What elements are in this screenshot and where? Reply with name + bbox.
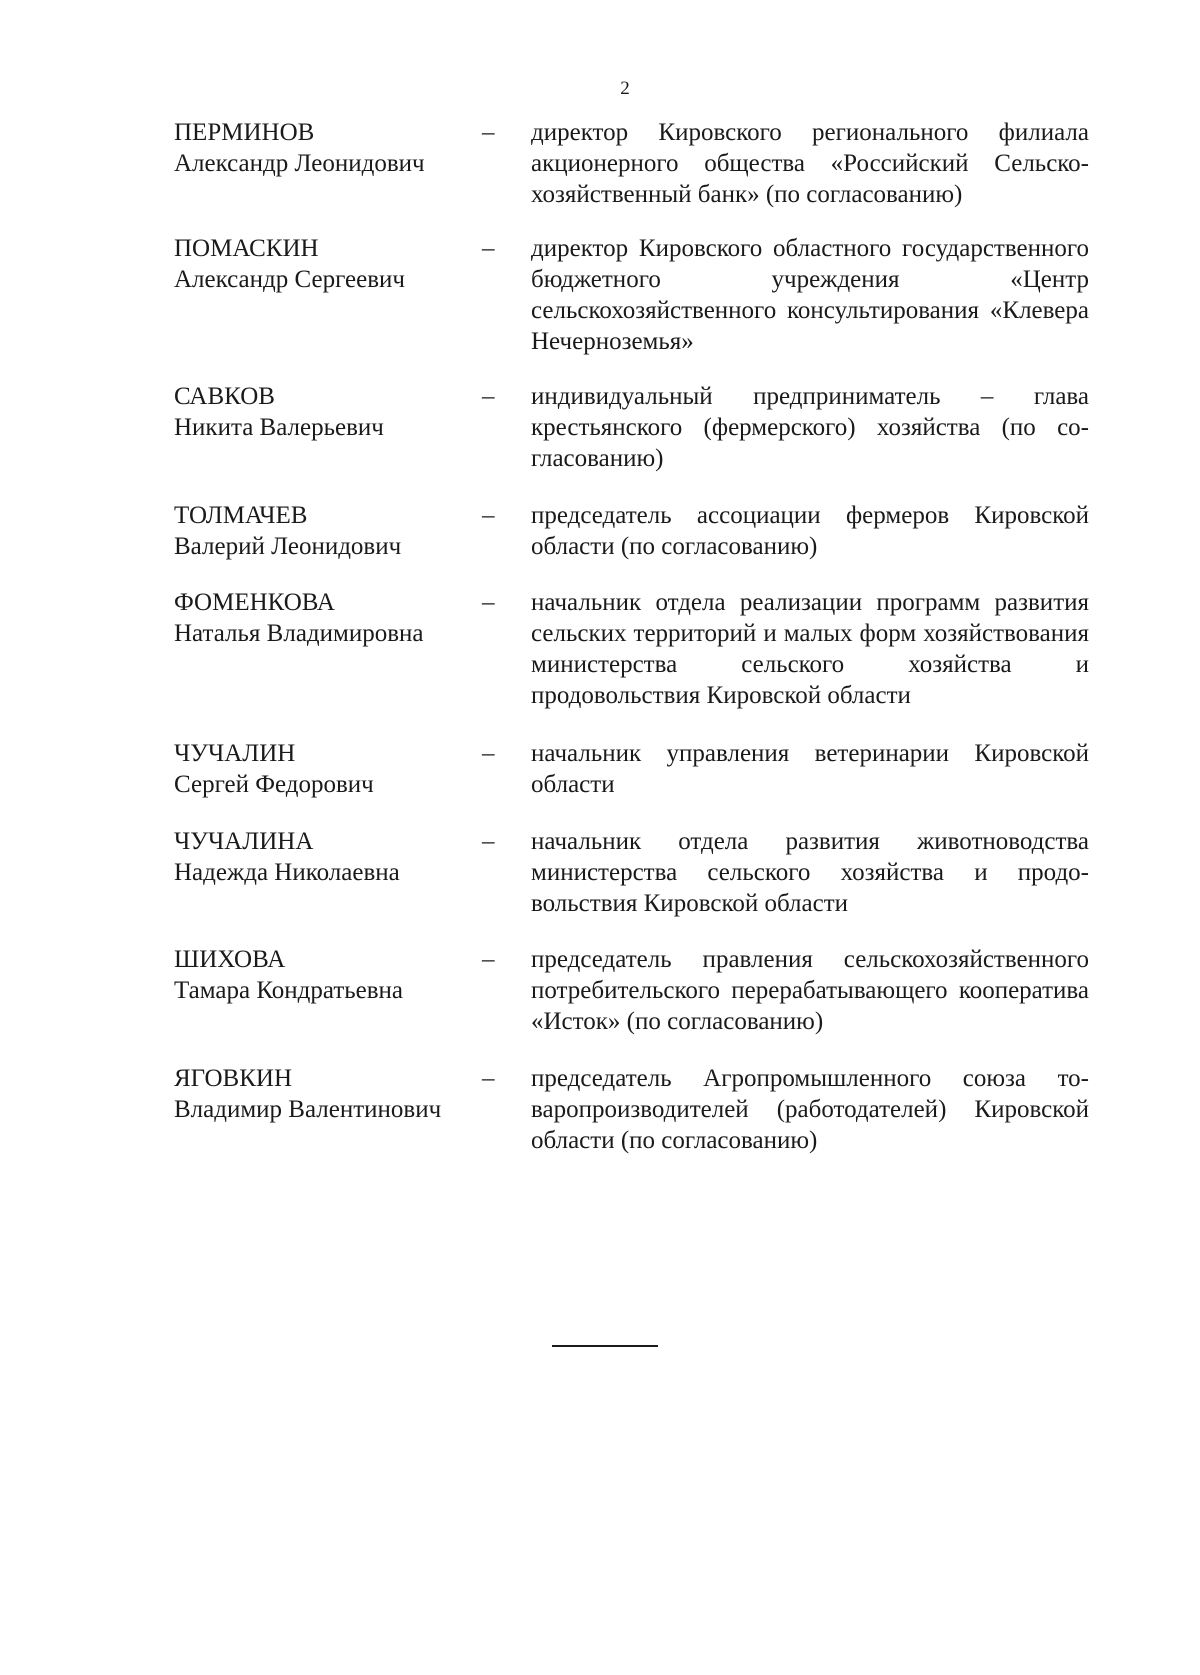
member-dash: – [482, 828, 495, 855]
member-role: директор Кировского областного государственного бюджетного учреждения «Центр сельскохозяйственного консультирования «Клевера Нечерноземья» [531, 235, 1089, 355]
member-surname: ПОМАСКИН [174, 235, 319, 262]
member-name [174, 500, 474, 562]
member-dash: – [482, 589, 495, 616]
member-surname: ШИХОВА [174, 946, 286, 973]
member-dash: – [482, 740, 495, 767]
member-name [174, 738, 474, 800]
member-role: индивидуальный предприниматель – глава крестьянского (фермерского) хозяйства (по согласованию) [531, 383, 1089, 472]
member-role: директор Кировского регионального филиала акционерного общества «Российский Сельскохозяйственный банк» (по согласованию) [531, 119, 1089, 208]
member-given-names: Тамара Кондратьевна [174, 977, 404, 1004]
member-given-names: Наталья Владимировна [174, 620, 424, 647]
member-role: начальник отдела реализации программ развития сельских территорий и малых форм хозяйствования министерства сельского хозяйства и продовольствия Кировской области [531, 589, 1089, 709]
member-dash: – [482, 383, 495, 410]
member-dash: – [482, 502, 495, 529]
member-surname: ЯГОВКИН [174, 1065, 293, 1092]
member-given-names: Надежда Николаевна [174, 859, 400, 886]
member-surname: ПЕРМИНОВ [174, 119, 315, 146]
member-surname: САВКОВ [174, 383, 275, 410]
member-name [174, 1063, 474, 1125]
member-given-names: Сергей Федорович [174, 771, 374, 798]
member-name [174, 381, 474, 443]
member-dash: – [482, 235, 495, 262]
member-given-names: Никита Валерьевич [174, 414, 384, 441]
member-given-names: Александр Леонидович [174, 150, 425, 177]
member-name [174, 587, 474, 649]
member-surname: ЧУЧАЛИН [174, 740, 296, 767]
page-number: 2 [620, 78, 630, 99]
member-given-names: Валерий Леонидович [174, 533, 402, 560]
member-dash: – [482, 946, 495, 973]
member-surname: ЧУЧАЛИНА [174, 828, 314, 855]
member-role: начальник отдела развития животноводства министерства сельского хозяйства и продовольствия Кировской области [531, 828, 1089, 917]
member-given-names: Александр Сергеевич [174, 266, 405, 293]
member-name [174, 826, 474, 888]
member-dash: – [482, 119, 495, 146]
member-name [174, 944, 474, 1006]
member-surname: ТОЛМАЧЕВ [174, 502, 308, 529]
member-dash: – [482, 1065, 495, 1092]
member-name [174, 117, 474, 179]
member-given-names: Владимир Валентинович [174, 1096, 442, 1123]
member-role: председатель ассоциации фермеров Кировской области (по согласованию) [531, 502, 1089, 560]
end-of-list-rule [552, 1345, 658, 1347]
member-name [174, 233, 474, 295]
member-role: председатель Агропромышленного союза товаропроизводителей (работодателей) Кировской области (по согласованию) [531, 1065, 1089, 1154]
member-role: председатель правления сельскохозяйственного потребительского перерабатывающего кооператива «Исток» (по согласованию) [531, 946, 1089, 1035]
member-surname: ФОМЕНКОВА [174, 589, 335, 616]
member-role: начальник управления ветеринарии Кировской области [531, 740, 1089, 798]
